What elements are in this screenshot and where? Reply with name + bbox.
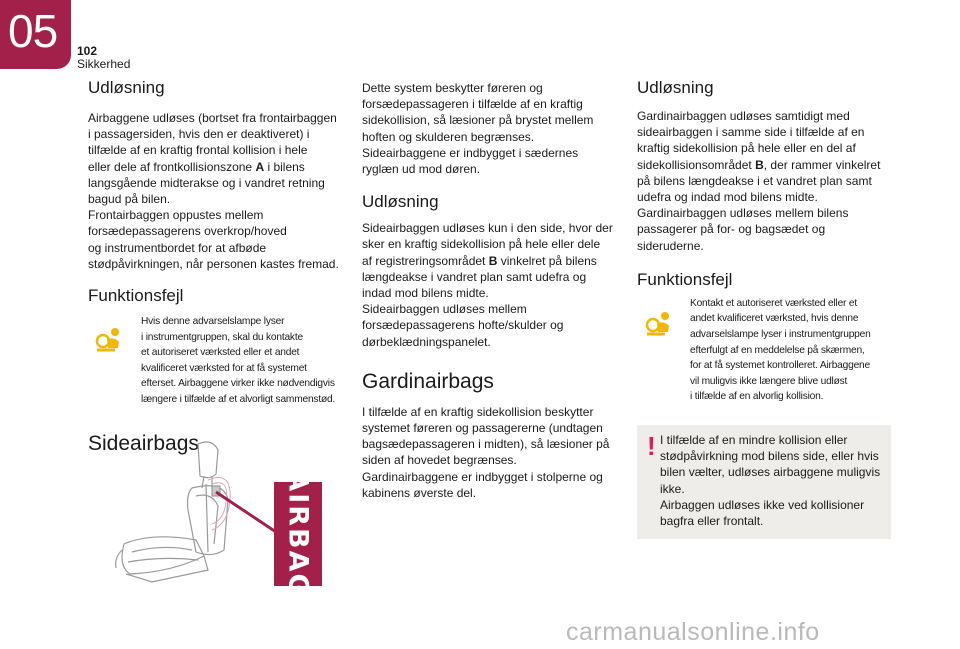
paragraph-front-line-1: Airbaggene udløses (bortset fra frontairbaggen	[88, 111, 337, 125]
side-line-3: af registreringsområdet B vinkelret på bilens	[362, 253, 597, 268]
intro-line-5: Sideairbaggene er indbygget i sædernes	[362, 145, 579, 160]
curtain-line-2: systemet føreren og passagererne (undtagen	[362, 421, 603, 436]
warning-2-line-1: Kontakt et autoriseret værksted eller et	[690, 297, 857, 309]
curtain-release-line-3: kraftig sidekollision på hele eller en del af	[637, 141, 856, 156]
paragraph-front-line-4: eller dele af frontkollisionszone A i bilens	[88, 159, 305, 174]
warning-1-line-6: længere i tilfælde af et alvorligt sammenstød.	[141, 394, 336, 405]
note-box	[637, 425, 891, 539]
warning-2-line-5: for at få systemet kontrolleret. Airbaggene	[690, 360, 870, 372]
note-line-6: bagfra eller frontalt.	[660, 514, 764, 529]
side-line-6: Sideairbaggen udløses mellem	[362, 302, 527, 317]
column-2	[362, 80, 627, 501]
heading-udlosning-side: Udløsning	[362, 192, 439, 212]
chapter-tab	[0, 0, 71, 69]
curtain-line-3: bagsædepassageren i midten), så læsioner på	[362, 437, 610, 452]
warning-1-line-1: Hvis denne advarselslampe lyser	[141, 316, 285, 328]
side-line-1: Sideairbaggen udløses kun i den side, hvor der	[362, 221, 613, 236]
heading-udlosning-front: Udløsning	[88, 78, 165, 97]
note-line-5: Airbaggen udløses ikke ved kollisioner	[660, 497, 865, 512]
intro-line-3: sidekollision, så læsioner på brystet mellem	[362, 113, 594, 128]
heading-funktionsfejl-2: Funktionsfejl	[637, 269, 733, 289]
paragraph-front-line-8: forsædepassagerens overkrop/hoved	[88, 224, 287, 239]
heading-gardinairbags: Gardinairbags	[362, 369, 494, 393]
curtain-release-line-8: passagerer på for- og bagsædet og	[637, 222, 826, 237]
warning-2-line-4: efterfulgt af en meddelelse på skærmen,	[690, 344, 865, 356]
airbag-label: AIRBAG	[282, 470, 314, 598]
paragraph-front-line-10: stødpåvirkningen, når personen kastes fremad.	[88, 256, 339, 271]
side-line-4: længdeakse i vandret plan samt udefra og	[362, 269, 587, 284]
curtain-release-line-2: sideairbaggen i samme side i tilfælde af en	[637, 125, 865, 140]
note-line-4: ikke.	[660, 481, 685, 496]
curtain-release-line-7: Gardinairbaggen udløses mellem bilens	[637, 206, 849, 221]
curtain-line-5: Gardinairbaggene er indbygget i stolperne og	[362, 469, 603, 484]
note-line-3: bilen vælter, udløses airbaggene muligvis	[660, 465, 881, 480]
airbag-label-panel	[274, 470, 322, 598]
intro-line-1: Dette system beskytter føreren og	[362, 81, 543, 95]
side-line-7: forsædepassagerens hofte/skulder og	[362, 318, 564, 333]
warning-1-line-3: et autoriseret værksted eller et andet	[141, 347, 300, 359]
paragraph-front-line-3: tilfælde af en kraftig frontal kollision i hele	[88, 143, 308, 158]
side-line-2: sker en kraftig sidekollision på hele eller dele	[362, 237, 601, 252]
curtain-line-1: I tilfælde af en kraftig sidekollision beskytter	[362, 404, 594, 419]
note-line-1: I tilfælde af en mindre kollision eller	[660, 433, 848, 447]
paragraph-front-line-7: Frontairbaggen oppustes mellem	[88, 208, 264, 223]
warning-1-line-4: kvalificeret værksted for at få systemet	[141, 362, 307, 374]
side-line-5: indad mod bilens midte.	[362, 286, 489, 301]
heading-sideairbags: Sideairbags	[88, 431, 199, 455]
page-number: 102	[77, 44, 98, 58]
warning-2-line-7: i tilfælde af en alvorlig kollision.	[690, 391, 824, 403]
airbag-warning-lamp-icon	[643, 310, 679, 340]
curtain-release-line-6: udefra og indad mod bilens midte.	[637, 190, 818, 205]
paragraph-front-line-5: langsgående midterakse og i vandret retning	[88, 175, 325, 190]
curtain-line-6: kabinens øverste del.	[362, 485, 477, 500]
intro-line-2: forsædepassageren i tilfælde af en kraftig	[362, 97, 583, 112]
warning-1-line-2: i instrumentgruppen, skal du kontakte	[141, 331, 303, 343]
exclamation-icon: !	[647, 431, 656, 461]
side-line-8: dørbeklædningspanelet.	[362, 334, 491, 349]
curtain-release-line-1: Gardinairbaggen udløses samtidigt med	[637, 109, 850, 123]
warning-2-line-3: advarselslampe lyser i instrumentgruppen	[690, 329, 871, 341]
paragraph-front-line-2: i passagersiden, hvis den er deaktiveret) i	[88, 127, 310, 142]
chapter-number: 05	[8, 5, 58, 57]
curtain-release-line-9: sideruderne.	[637, 238, 704, 253]
warning-2-line-2: andet kvalificeret værksted, hvis denne	[690, 313, 859, 325]
warning-block-2	[637, 296, 897, 405]
curtain-release-line-4: sidekollisionsområdet B, der rammer vinkelret	[637, 157, 881, 172]
airbag-warning-lamp-icon	[93, 326, 129, 356]
intro-line-4: hoften og skulderen begrænses.	[362, 129, 535, 144]
column-1	[88, 78, 358, 456]
watermark: carmanualsonline.info	[566, 618, 820, 646]
column-3	[637, 78, 897, 405]
heading-udlosning-curtain: Udløsning	[637, 78, 714, 97]
warning-2-line-6: vil muligvis ikke længere blive udløst	[690, 375, 848, 387]
note-line-2: stødpåvirkning mod bilens side, eller hvis	[660, 449, 879, 464]
heading-funktionsfejl-1: Funktionsfejl	[88, 286, 184, 306]
curtain-release-line-5: på bilens længdeakse i et vandret plan samt	[637, 173, 872, 188]
warning-1-line-5: efterset. Airbaggene virker ikke nødvendigvis	[141, 378, 335, 390]
intro-line-6: ryglæn ud mod døren.	[362, 162, 481, 177]
section-title: Sikkerhed	[77, 57, 131, 71]
paragraph-front-line-9: og instrumentbordet for at afbøde	[88, 240, 267, 255]
curtain-line-4: siden af hovedet begrænses.	[362, 453, 517, 468]
paragraph-front-line-6: bagud på bilen.	[88, 192, 171, 207]
warning-block-1	[88, 314, 358, 408]
